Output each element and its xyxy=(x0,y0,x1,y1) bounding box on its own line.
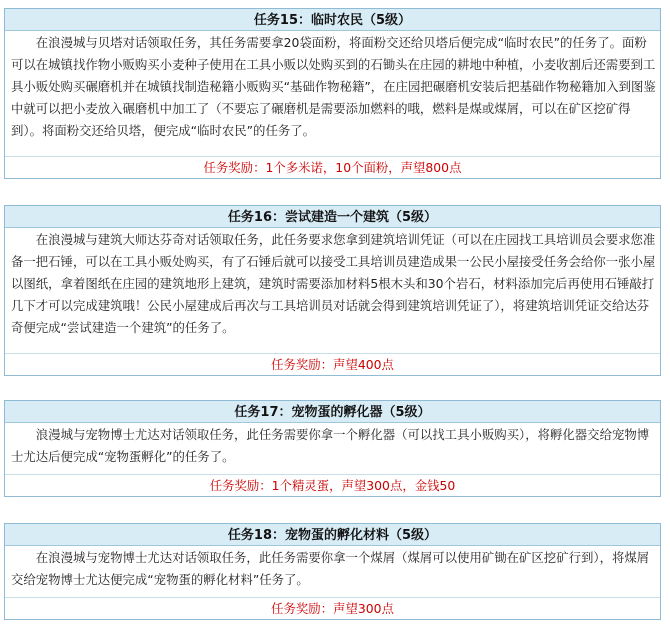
quest-description: 浪漫城与宠物博士尤达对话领取任务，此任务需要你拿一个孵化器（可以找工具小贩购买），将孵化器交给宠物博士尤达后便完成“宠物蛋孵化”的任务了。 xyxy=(11,427,650,464)
quest-block-15 xyxy=(4,8,661,179)
quest-block-17 xyxy=(4,400,661,497)
quest-reward: 任务奖励：1个精灵蛋，声望300点，金钱50 xyxy=(5,474,660,496)
quest-block-18 xyxy=(4,523,661,620)
quest-title: 任务17：宠物蛋的孵化器（5级） xyxy=(5,401,660,423)
quest-block-16 xyxy=(4,205,661,376)
quest-reward: 任务奖励：声望400点 xyxy=(5,353,660,375)
quest-reward: 任务奖励：1个多米诺，10个面粉，声望800点 xyxy=(5,156,660,178)
quest-description: 在浪漫城与贝塔对话领取任务，其任务需要拿20袋面粉，将面粉交还给贝塔后便完成“临时农民”的任务了。面粉可以在城镇找作物小贩购买小麦种子使用在工具小贩以处购买到的石锄头在庄园的耕地中种植，小麦收割后还需要到工具小贩处购买碾磨机并在城镇找制造秘籍小贩购买“基础作物秘籍”，在庄园把碾磨机安装后把基础作物秘籍加入到图鉴中就可以把小麦放入碾磨机中加工了（不要忘了碾磨机是需要添加燃料的哦，燃料是煤或煤屑，可以在矿区挖矿得到）。将面粉交还给贝塔，便完成“临时农民”的任务了。 xyxy=(11,35,656,138)
quest-title: 任务15：临时农民（5级） xyxy=(5,9,660,31)
quest-description: 在浪漫城与建筑大师达芬奇对话领取任务，此任务要求您拿到建筑培训凭证（可以在庄园找工具培训员会要求您准备一把石锤，可以在工具小贩处购买，有了石锤后就可以接受工具培训员建造成果一公民小屋接受任务会给你一张小屋以图纸，拿着图纸在庄园的建筑地形上建筑，建筑时需要添加材料5根木头和30个岩石，材料添加完后再使用石锤敲打几下才可以完成建筑哦！公民小屋建成后再次与工具培训员对话就会得到建筑培训凭证了），将建筑培训凭证交给达芬奇便完成“尝试建造一个建筑”的任务了。 xyxy=(11,232,656,335)
quest-reward: 任务奖励：声望300点 xyxy=(5,597,660,619)
quest-title: 任务16：尝试建造一个建筑（5级） xyxy=(5,206,660,228)
quest-title: 任务18：宠物蛋的孵化材料（5级） xyxy=(5,524,660,546)
quest-description: 在浪漫城与宠物博士尤达对话领取任务，此任务需要你拿一个煤屑（煤屑可以使用矿锄在矿区挖矿行到），将煤屑交给宠物博士尤达便完成“宠物蛋的孵化材料”任务了。 xyxy=(11,550,650,587)
